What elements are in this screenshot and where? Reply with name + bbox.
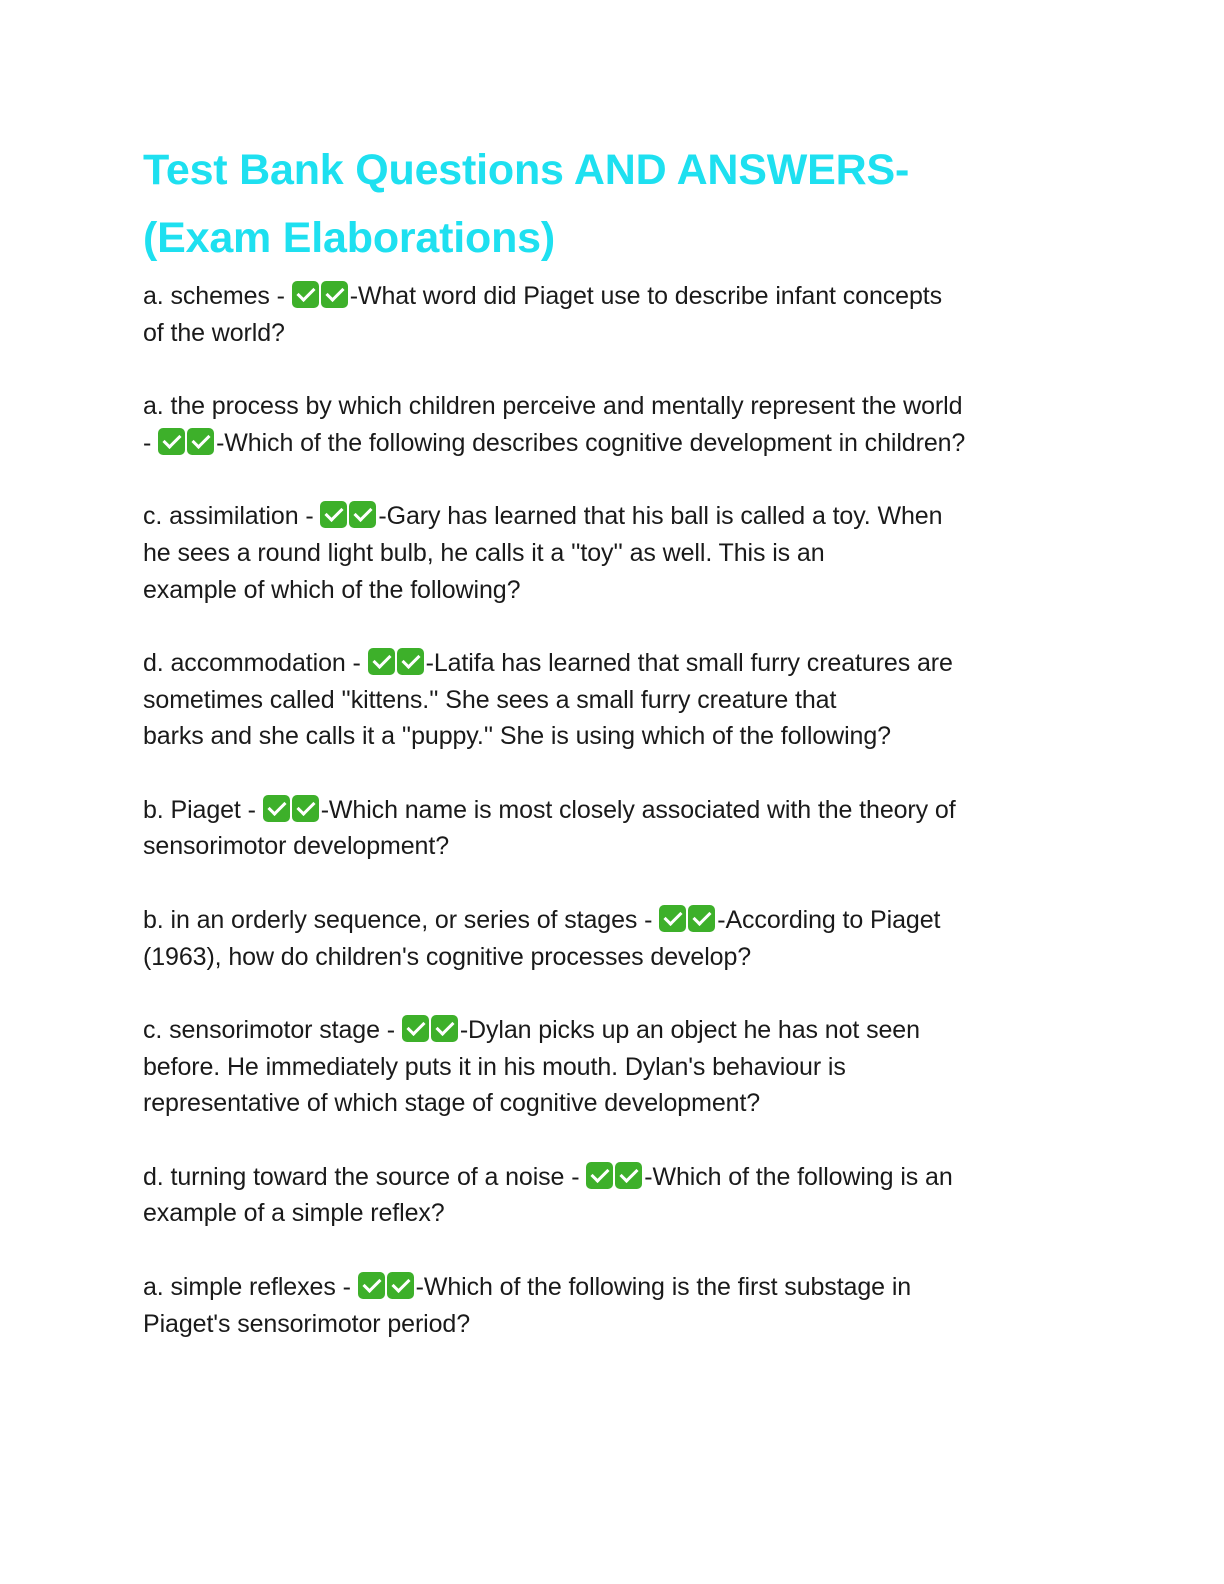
- check-mark-icon: [321, 281, 348, 308]
- check-mark-icon: [659, 905, 686, 932]
- qa-item: [143, 1269, 1083, 1342]
- answer-text: d. turning toward the source of a noise -: [143, 1162, 587, 1191]
- check-mark-icon: [292, 281, 319, 308]
- qa-list: [143, 278, 1083, 1342]
- qa-line: example of which of the following?: [143, 575, 521, 604]
- qa-line: [143, 645, 1083, 682]
- qa-item: [143, 498, 1083, 608]
- qa-item: [143, 1012, 1083, 1122]
- document-page: [143, 136, 1083, 1379]
- qa-line: (1963), how do children's cognitive processes develop?: [143, 942, 752, 971]
- answer-text: a. the process by which children perceive and mentally represent the world: [143, 392, 963, 421]
- qa-item: [143, 1159, 1083, 1232]
- check-mark-icon: [292, 795, 319, 822]
- qa-line: [143, 425, 1083, 462]
- qa-line: of the world?: [143, 318, 285, 347]
- check-mark-icon: [688, 905, 715, 932]
- qa-line: [143, 278, 1083, 315]
- check-mark-icon: [387, 1272, 414, 1299]
- qa-item: [143, 388, 1083, 461]
- answer-text: a. schemes -: [143, 282, 292, 310]
- check-mark-icon: [402, 1015, 429, 1042]
- answer-text: b. Piaget -: [143, 795, 263, 824]
- qa-line: [143, 498, 1083, 535]
- check-mark-icon: [368, 648, 395, 675]
- question-text: -Dylan picks up an object he has not seen: [459, 1015, 920, 1044]
- qa-line: representative of which stage of cognitive development?: [143, 1089, 761, 1118]
- qa-line: Piaget's sensorimotor period?: [143, 1309, 471, 1338]
- check-mark-icon: [397, 648, 424, 675]
- qa-line: [143, 1159, 1083, 1196]
- qa-item: [143, 645, 1083, 755]
- check-mark-icon: [358, 1272, 385, 1299]
- check-mark-icon: [615, 1162, 642, 1189]
- answer-text: -: [143, 428, 159, 457]
- qa-line: [143, 1012, 1083, 1049]
- qa-line: example of a simple reflex?: [143, 1199, 445, 1228]
- answer-text: b. in an orderly sequence, or series of stages -: [143, 905, 660, 934]
- qa-line: [143, 1269, 1083, 1306]
- answer-text: c. sensorimotor stage -: [143, 1015, 402, 1044]
- question-text: -According to Piaget: [717, 905, 941, 934]
- answer-text: d. accommodation -: [143, 648, 368, 677]
- document-title: [143, 136, 1083, 272]
- title-line-1: Test Bank Questions AND ANSWERS-: [143, 146, 910, 194]
- question-text: -Which of the following describes cognitive development in children?: [216, 428, 966, 457]
- question-text: -Which name is most closely associated with the theory of: [320, 795, 956, 824]
- qa-item: [143, 792, 1083, 865]
- check-mark-icon: [431, 1015, 458, 1042]
- qa-line: sometimes called ''kittens.'' She sees a small furry creature that: [143, 685, 837, 714]
- title-line-2: (Exam Elaborations): [143, 214, 555, 262]
- question-text: -What word did Piaget use to describe infant concepts: [349, 282, 942, 310]
- qa-item: [143, 278, 1083, 351]
- qa-item: [143, 902, 1083, 975]
- qa-line: [143, 902, 1083, 939]
- check-mark-icon: [158, 428, 185, 455]
- qa-line: he sees a round light bulb, he calls it a ''toy'' as well. This is an: [143, 538, 825, 567]
- check-mark-icon: [263, 795, 290, 822]
- question-text: -Which of the following is an: [644, 1162, 953, 1191]
- check-mark-icon: [320, 501, 347, 528]
- qa-line: sensorimotor development?: [143, 832, 449, 861]
- check-mark-icon: [349, 501, 376, 528]
- question-text: -Gary has learned that his ball is called a toy. When: [378, 502, 943, 531]
- question-text: -Which of the following is the first substage in: [415, 1272, 912, 1301]
- answer-text: c. assimilation -: [143, 502, 321, 531]
- qa-line: [143, 792, 1083, 829]
- check-mark-icon: [586, 1162, 613, 1189]
- qa-line: before. He immediately puts it in his mouth. Dylan's behaviour is: [143, 1052, 846, 1081]
- question-text: -Latifa has learned that small furry creatures are: [425, 648, 953, 677]
- answer-text: a. simple reflexes -: [143, 1272, 358, 1301]
- check-mark-icon: [187, 428, 214, 455]
- qa-line: barks and she calls it a ''puppy.'' She is using which of the following?: [143, 722, 891, 751]
